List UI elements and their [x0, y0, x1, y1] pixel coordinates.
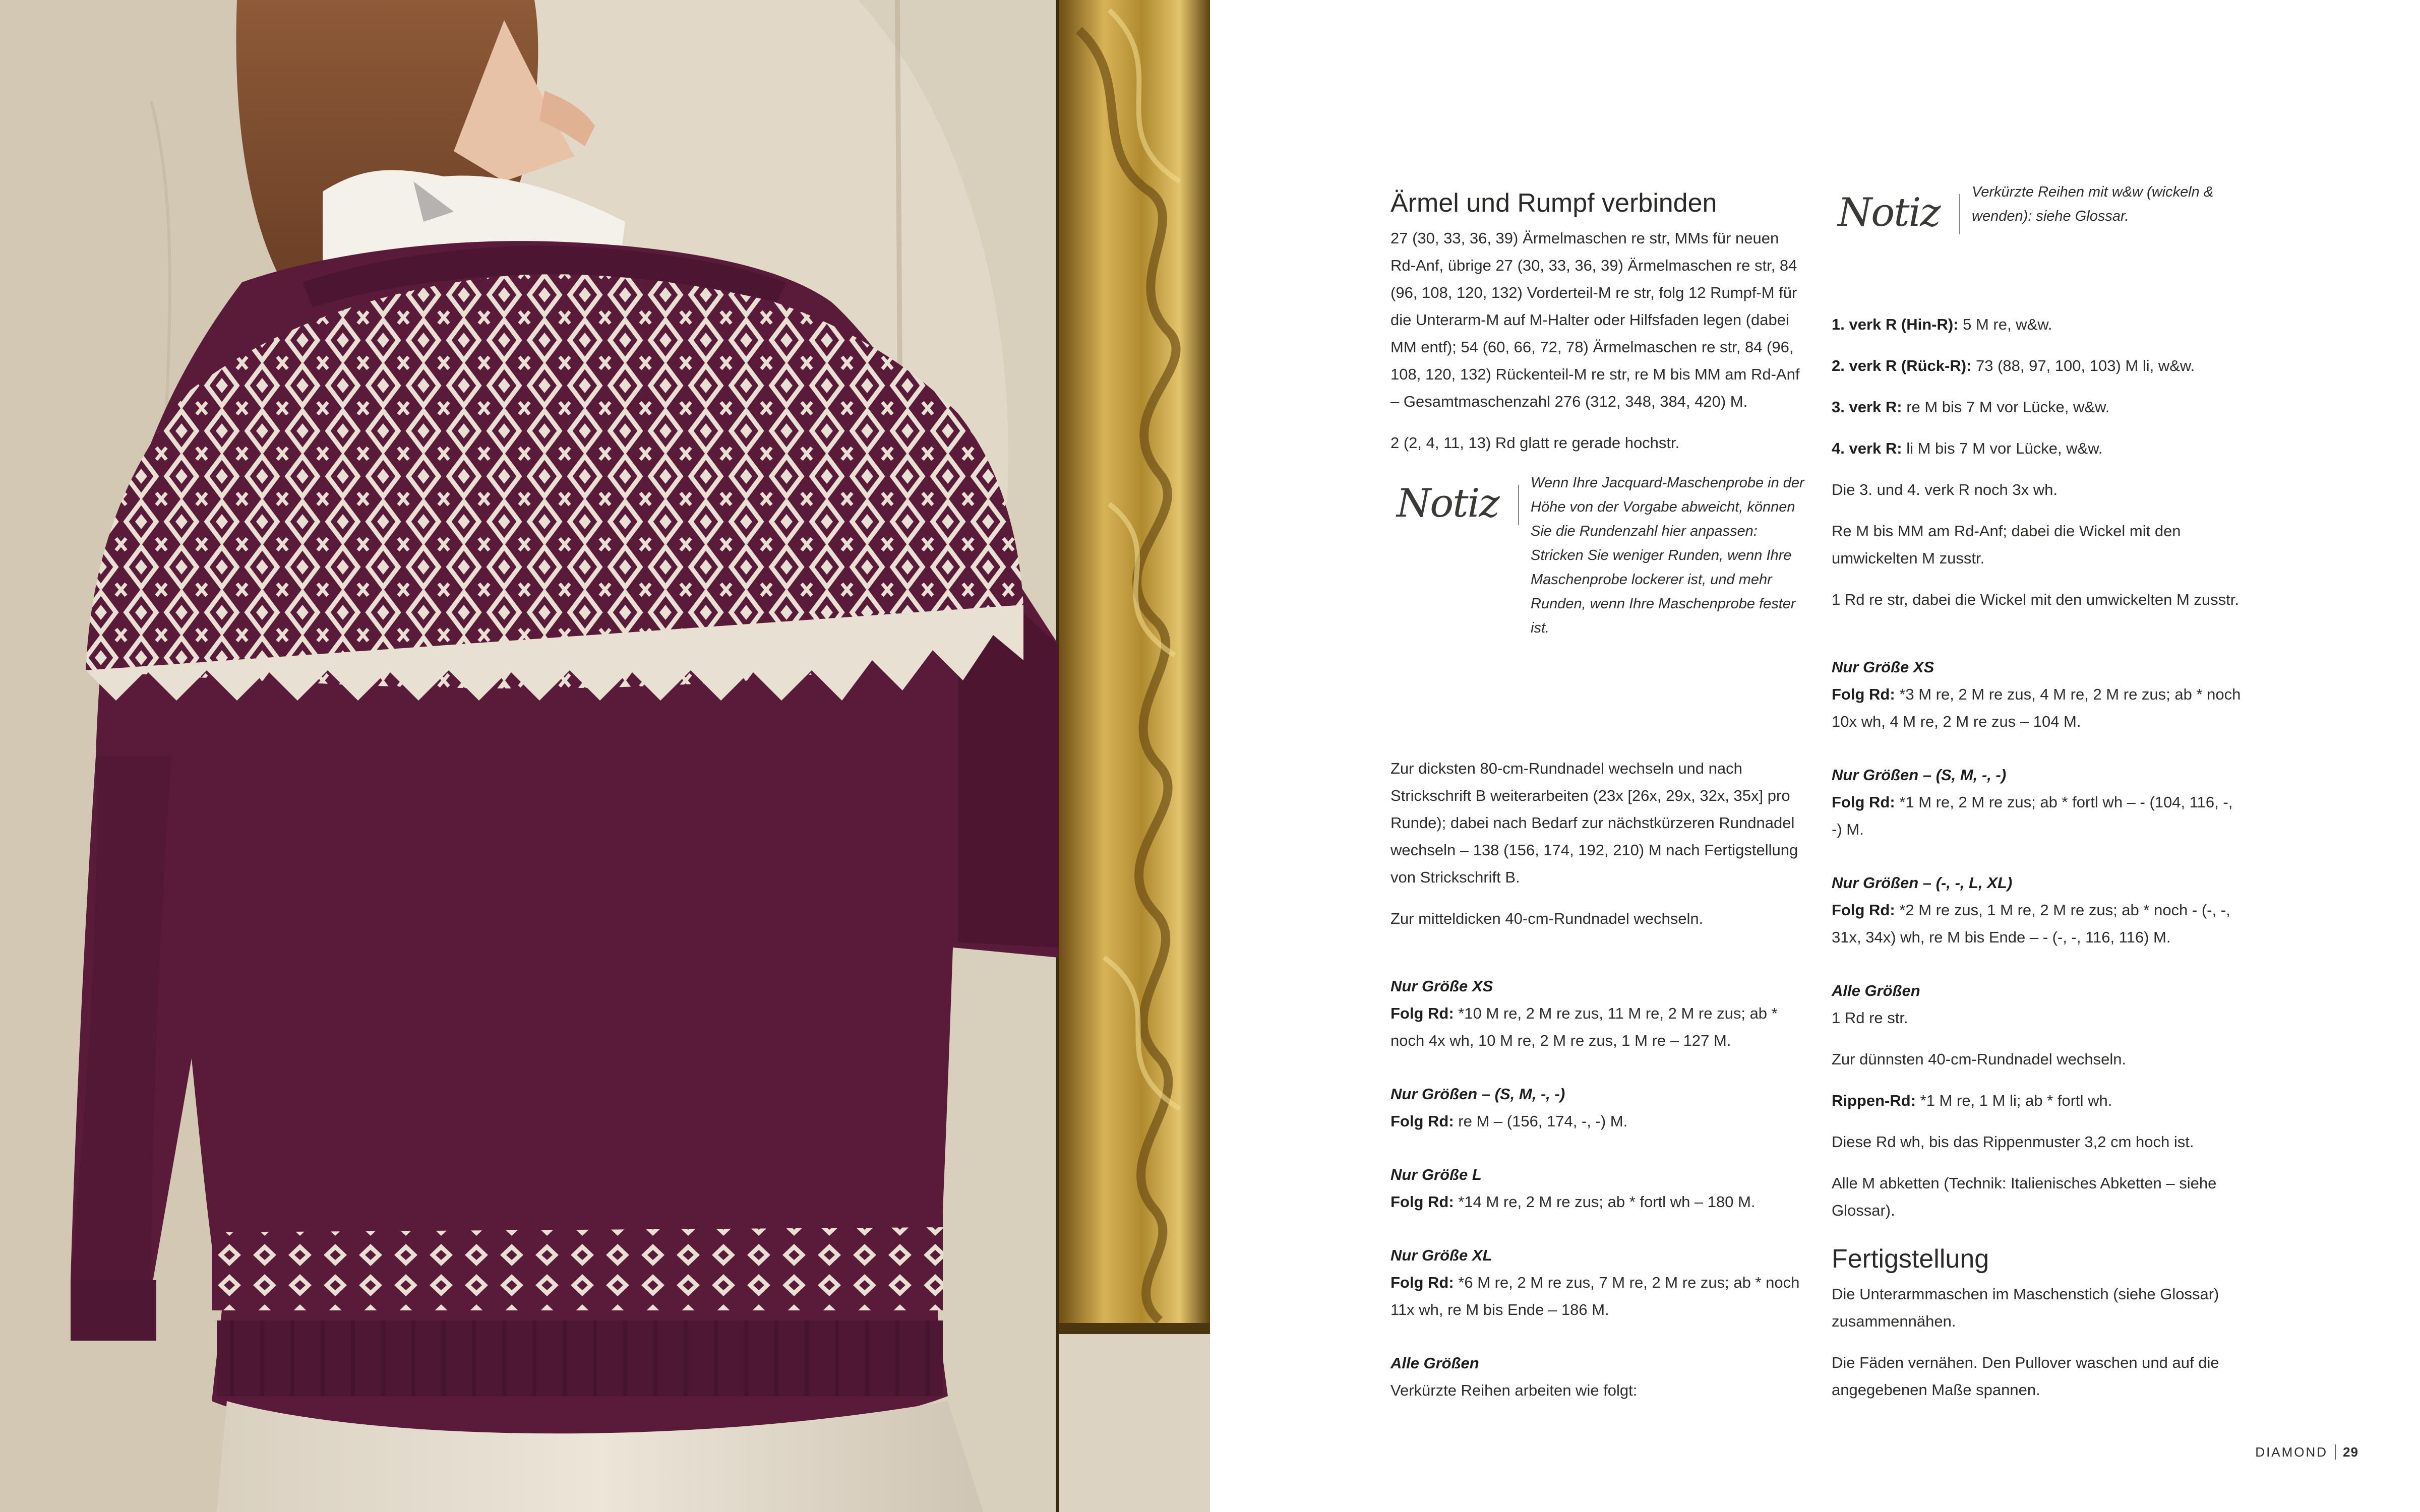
- note-text: Verkürzte Reihen mit w&w (wickeln & wenden): siehe Glossar.: [1972, 184, 2214, 224]
- instruction-text: *6 M re, 2 M re zus, 7 M re, 2 M re zus; ab * noch 11x wh, re M bis Ende – 186 M.: [1390, 1274, 1800, 1318]
- size-heading: Nur Größe XL: [1390, 1246, 1492, 1264]
- size-heading: Nur Größen – (S, M, -, -): [1832, 766, 2007, 784]
- instruction-text: re M – (156, 174, -, -) M.: [1454, 1112, 1628, 1130]
- instruction-label: Folg Rd:: [1390, 1004, 1454, 1022]
- instruction-text: *3 M re, 2 M re zus, 4 M re, 2 M re zus; ab * noch 10x wh, 4 M re, 2 M re zus – 104 M.: [1832, 685, 2241, 730]
- instruction-text: 73 (88, 97, 100, 103) M li, w&w.: [1971, 357, 2195, 374]
- instruction: [1390, 1108, 1804, 1135]
- right-column: [1832, 184, 2245, 1418]
- paragraph: Diese Rd wh, bis das Rippenmuster 3,2 cm hoch ist.: [1832, 1133, 2194, 1151]
- paragraph: Zur dünnsten 40-cm-Rundnadel wechseln.: [1832, 1050, 2127, 1068]
- paragraph: Zur dicksten 80-cm-Rundnadel wechseln und nach Strickschrift B weiterarbeiten (23x [26x, 29x, 32x, 35x] pro Runde); dabei nach Bedarf zur nächstkürzeren Rundnadel wechseln – 138 (156, 174, 192, 210) M nach Fertigstellung von Strickschrift B.: [1390, 760, 1798, 886]
- paragraph: Zur mitteldicken 40-cm-Rundnadel wechseln.: [1390, 910, 1704, 927]
- instruction: [1832, 681, 2245, 735]
- note-divider: [1518, 485, 1519, 525]
- page-number: 29: [2343, 1444, 2358, 1460]
- size-heading: Nur Größen – (-, -, L, XL): [1832, 874, 2013, 892]
- size-heading: Alle Größen: [1390, 1354, 1479, 1372]
- instruction-text: *1 M re, 2 M re zus; ab * fortl wh – - (104, 116, -, -) M.: [1832, 793, 2233, 838]
- note-box: [1832, 180, 2245, 286]
- instruction-label: Folg Rd:: [1390, 1112, 1454, 1130]
- instruction-label: Rippen-Rd:: [1832, 1092, 1916, 1109]
- notiz-logo: Notiz: [1838, 190, 1940, 235]
- instruction-text: 5 M re, w&w.: [1958, 316, 2052, 333]
- instruction-label: 3. verk R:: [1832, 398, 1902, 416]
- section-heading: Fertigstellung: [1832, 1244, 1989, 1274]
- instruction-label: Folg Rd:: [1832, 793, 1895, 811]
- note-divider: [1959, 194, 1960, 234]
- paragraph: 2 (2, 4, 11, 13) Rd glatt re gerade hochstr.: [1390, 434, 1680, 452]
- instruction: [1832, 1087, 2245, 1114]
- paragraph: Re M bis MM am Rd-Anf; dabei die Wickel mit den umwickelten M zusstr.: [1832, 522, 2181, 567]
- section-name: DIAMOND: [2255, 1444, 2328, 1460]
- note-text: Wenn Ihre Jacquard-Maschenprobe in der Höhe von der Vorgabe abweicht, können Sie die Rundenzahl hier anpassen: Stricken Sie weniger Runden, wenn Ihre Maschenprobe lockerer ist, und mehr Runden, wenn Ihre Maschenprobe fester ist.: [1531, 475, 1804, 636]
- footer-divider: [2335, 1444, 2336, 1460]
- instruction: [1390, 1000, 1804, 1054]
- notiz-logo: Notiz: [1397, 481, 1499, 526]
- paragraph: 27 (30, 33, 36, 39) Ärmelmaschen re str, MMs für neuen Rd-Anf, übrige 27 (30, 33, 36, 39) Ärmelmaschen re str, 84 (96, 108, 120, 132) Vorderteil-M re str, folg 12 Rumpf-M für die Unterarm-M auf M-Halter oder Hilfsfaden legen (dabei MM entf); 54 (60, 66, 72, 78) Ärmelmaschen re str, 84 (96, 108, 120, 132) Rückenteil-M re str, re M bis MM am Rd-Anf – Gesamtmaschenzahl 276 (312, 348, 384, 420) M.: [1390, 229, 1800, 410]
- section-heading: Ärmel und Rumpf verbinden: [1390, 188, 1717, 218]
- instruction: [1390, 1269, 1804, 1324]
- instruction-label: 2. verk R (Rück-R):: [1832, 357, 1972, 374]
- instruction: [1390, 1188, 1804, 1216]
- instruction-label: Folg Rd:: [1390, 1193, 1454, 1211]
- size-heading: Nur Größe XS: [1832, 658, 1934, 676]
- instruction-text: re M bis 7 M vor Lücke, w&w.: [1902, 398, 2110, 416]
- left-column: [1390, 186, 1804, 1404]
- instruction: [1832, 897, 2245, 951]
- instruction: [1832, 311, 2245, 338]
- size-heading: Alle Größen: [1832, 982, 1920, 999]
- instruction-text: *14 M re, 2 M re zus; ab * fortl wh – 180 M.: [1454, 1193, 1756, 1211]
- size-heading: Nur Größe XS: [1390, 977, 1493, 995]
- text-page: [1210, 0, 2420, 1512]
- instruction-text: *10 M re, 2 M re zus, 11 M re, 2 M re zus; ab * noch 4x wh, 10 M re, 2 M re zus, 1 M re – 127 M.: [1390, 1004, 1778, 1049]
- instruction-label: Folg Rd:: [1832, 901, 1895, 919]
- paragraph: Die 3. und 4. verk R noch 3x wh.: [1832, 481, 2058, 498]
- instruction-text: li M bis 7 M vor Lücke, w&w.: [1902, 439, 2103, 457]
- paragraph: Alle M abketten (Technik: Italienisches Abketten – siehe Glossar).: [1832, 1174, 2217, 1219]
- instruction-label: Folg Rd:: [1390, 1274, 1454, 1291]
- paragraph: Die Unterarmmaschen im Maschenstich (siehe Glossar) zusammennähen.: [1832, 1285, 2219, 1330]
- instruction: [1832, 435, 2245, 462]
- instruction-text: *1 M re, 1 M li; ab * fortl wh.: [1916, 1092, 2112, 1109]
- paragraph: Die Fäden vernähen. Den Pullover waschen und auf die angegebenen Maße spannen.: [1832, 1354, 2219, 1399]
- instruction-label: 1. verk R (Hin-R):: [1832, 316, 1959, 333]
- instruction: [1832, 394, 2245, 421]
- instruction-label: Folg Rd:: [1832, 685, 1895, 703]
- page-footer: [2255, 1444, 2358, 1460]
- instruction: [1832, 352, 2245, 380]
- paragraph: 1 Rd re str.: [1832, 1009, 1908, 1027]
- paragraph: 1 Rd re str, dabei die Wickel mit den umwickelten M zusstr.: [1832, 591, 2240, 608]
- paragraph: Verkürzte Reihen arbeiten wie folgt:: [1390, 1381, 1638, 1399]
- size-heading: Nur Größe L: [1390, 1166, 1482, 1183]
- instruction: [1832, 789, 2245, 843]
- instruction-label: 4. verk R:: [1832, 439, 1902, 457]
- instruction-text: *2 M re zus, 1 M re, 2 M re zus; ab * noch - (-, -, 31x, 34x) wh, re M bis Ende – - (-, -, 116, 116) M.: [1832, 901, 2230, 946]
- note-box: [1390, 471, 1804, 733]
- size-heading: Nur Größen – (S, M, -, -): [1390, 1085, 1565, 1103]
